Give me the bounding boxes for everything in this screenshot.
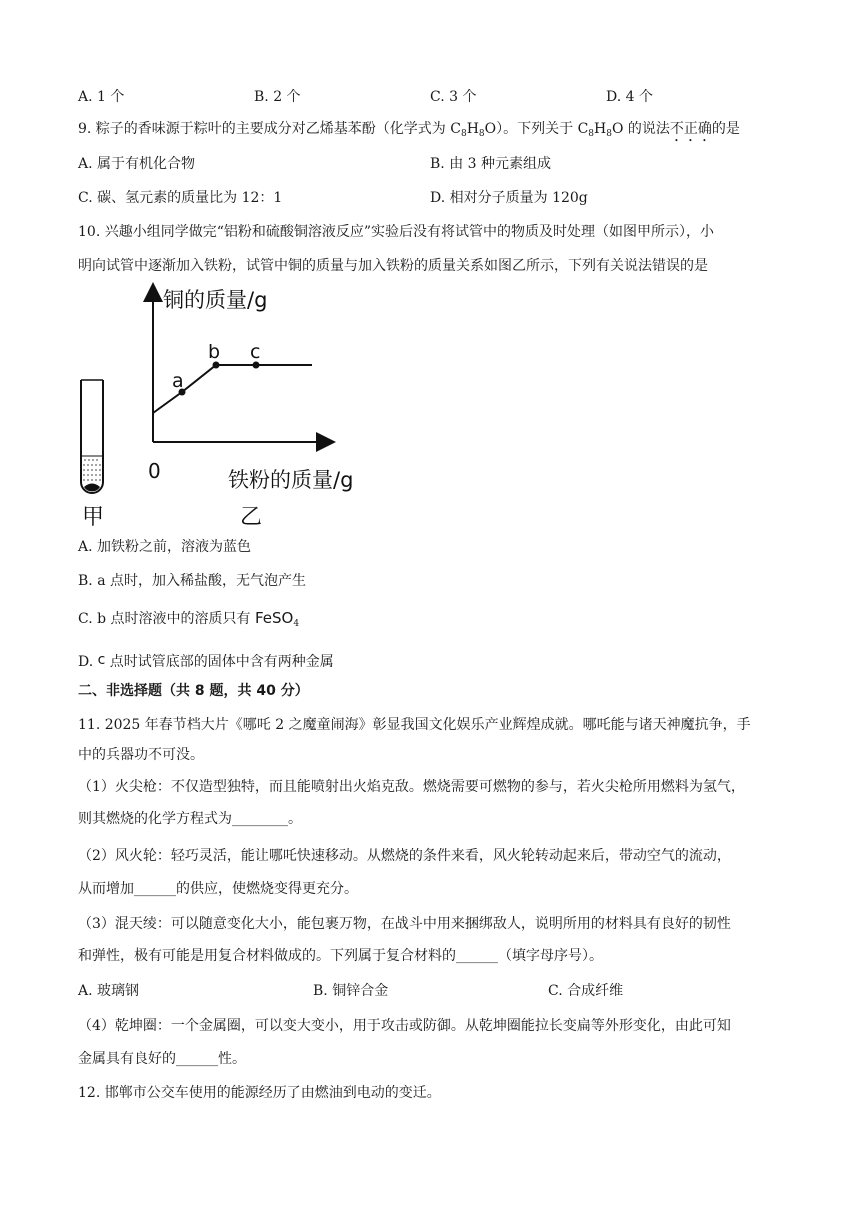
q10-option-d — [78, 650, 334, 672]
q11-p2-line2: 从而增加______的供应，使燃烧变得更充分。 — [78, 881, 358, 897]
q11-p1-line2: 则其燃烧的化学方程式为________。 — [78, 811, 302, 827]
q9-stem-pre: 9. 粽子的香味源于粽叶的主要成分对乙烯基苯酚（化学式为 C — [78, 121, 461, 137]
chart-point-c-label: c — [250, 341, 261, 363]
chart-y-axis-label: 铜的质量/g — [163, 288, 268, 312]
q8-option-a: A. 1 个 — [78, 89, 125, 105]
q10-option-b: B. a 点时，加入稀盐酸，无气泡产生 — [78, 573, 306, 589]
q11-p2-line1: （2）风火轮：轻巧灵活，能让哪吒快速移动。从燃烧的条件来看，风火轮转动起来后，带动空气的流动， — [78, 848, 731, 864]
q10-stem-line2: 明向试管中逐渐加入铁粉，试管中铜的质量与加入铁粉的质量关系如图乙所示，下列有关说法错误的是 — [78, 258, 708, 274]
q9-formula-h: H — [466, 121, 479, 137]
q10-option-a: A. 加铁粉之前，溶液为蓝色 — [78, 539, 252, 555]
chart-x-axis-label: 铁粉的质量/g — [228, 468, 354, 492]
q10-option-d-rest: 点时试管底部的固体中含有两种金属 — [105, 654, 334, 670]
q9-formula-c-sub: 8 — [460, 129, 467, 139]
q11-p4-line2: 金属具有良好的______性。 — [78, 1051, 246, 1067]
q10-option-c-text: C. b 点时溶液中的溶质只有 — [78, 611, 255, 627]
q9-formula-h-sub: 8 — [478, 129, 485, 139]
q9-stem-end: 的是 — [711, 121, 740, 137]
test-tube-icon — [81, 380, 103, 493]
q10-caption-chart: 乙 — [240, 505, 263, 530]
q9-option-d: D. 相对分子质量为 120g — [430, 190, 588, 206]
q10-option-d-prefix: D. — [78, 654, 98, 670]
q11-p4-line1: （4）乾坤圈：一个金属圈，可以变大变小，用于攻击或防御。从乾坤圈能拉长变扁等外形变化，由此可知 — [78, 1018, 731, 1034]
q9-option-a: A. 属于有机化合物 — [78, 156, 196, 172]
section-2-title: 二、非选择题（共 8 题，共 40 分） — [78, 683, 309, 699]
q11-stem-line2: 中的兵器功不可没。 — [78, 747, 204, 763]
q9-formula2-h: H — [594, 121, 607, 137]
q10-option-d-point: c — [97, 652, 106, 668]
q8-option-d: D. 4 个 — [606, 89, 653, 105]
chart-origin-label: 0 — [148, 459, 161, 483]
q10-option-c-sub: 4 — [293, 619, 300, 629]
chart-point-b-label: b — [208, 341, 221, 363]
q11-stem-line1: 11. 2025 年春节档大片《哪吒 2 之魔童闹海》彰显我国文化娱乐产业辉煌成就。哪吒能与诸天神魔抗争，手 — [78, 717, 751, 733]
q8-option-c: C. 3 个 — [430, 89, 477, 105]
q10-option-c-formula: FeSO — [254, 609, 294, 627]
q12-stem: 12. 邯郸市公交车使用的能源经历了由燃油到电动的变迁。 — [78, 1085, 441, 1101]
q10-stem-line1: 10. 兴趣小组同学做完“铝粉和硫酸铜溶液反应”实验后没有将试管中的物质及时处理（如图甲所示），小 — [78, 224, 715, 240]
q10-option-c — [78, 608, 299, 634]
q9-stem — [78, 119, 740, 145]
q11-p3-option-a: A. 玻璃钢 — [78, 983, 140, 999]
q9-formula2-c-sub: 8 — [588, 129, 595, 139]
q9-formula-o: O）。下列关于 C — [484, 121, 589, 137]
chart-point-a-label: a — [172, 370, 184, 392]
q11-p3-line2: 和弹性，极有可能是用复合材料做成的。下列属于复合材料的______（填字母序号）。 — [78, 948, 603, 964]
q9-stem-mid: O 的说法 — [611, 121, 670, 137]
q11-p3-option-c: C. 合成纤维 — [548, 983, 624, 999]
q11-p3-line1: （3）混天绫：可以随意变化大小，能包裹万物，在战斗中用来捆绑敌人，说明所用的材料具有良好的韧性 — [78, 916, 731, 932]
q11-p3-option-b: B. 铜锌合金 — [313, 983, 389, 999]
q11-p1-line1: （1）火尖枪：不仅造型独特，而且能喷射出火焰克敌。燃烧需要可燃物的参与，若火尖枪所用燃料为氢气， — [78, 779, 745, 795]
q9-option-b: B. 由 3 种元素组成 — [430, 156, 551, 172]
q9-formula2-h-sub: 8 — [606, 129, 612, 139]
q9-option-c: C. 碳、氢元素的质量比为 12：1 — [78, 190, 283, 206]
q8-option-b: B. 2 个 — [254, 89, 301, 105]
q9-emphasis: 不正确 — [669, 121, 712, 137]
q10-caption-tube: 甲 — [82, 505, 105, 530]
q10-figure — [70, 280, 380, 530]
